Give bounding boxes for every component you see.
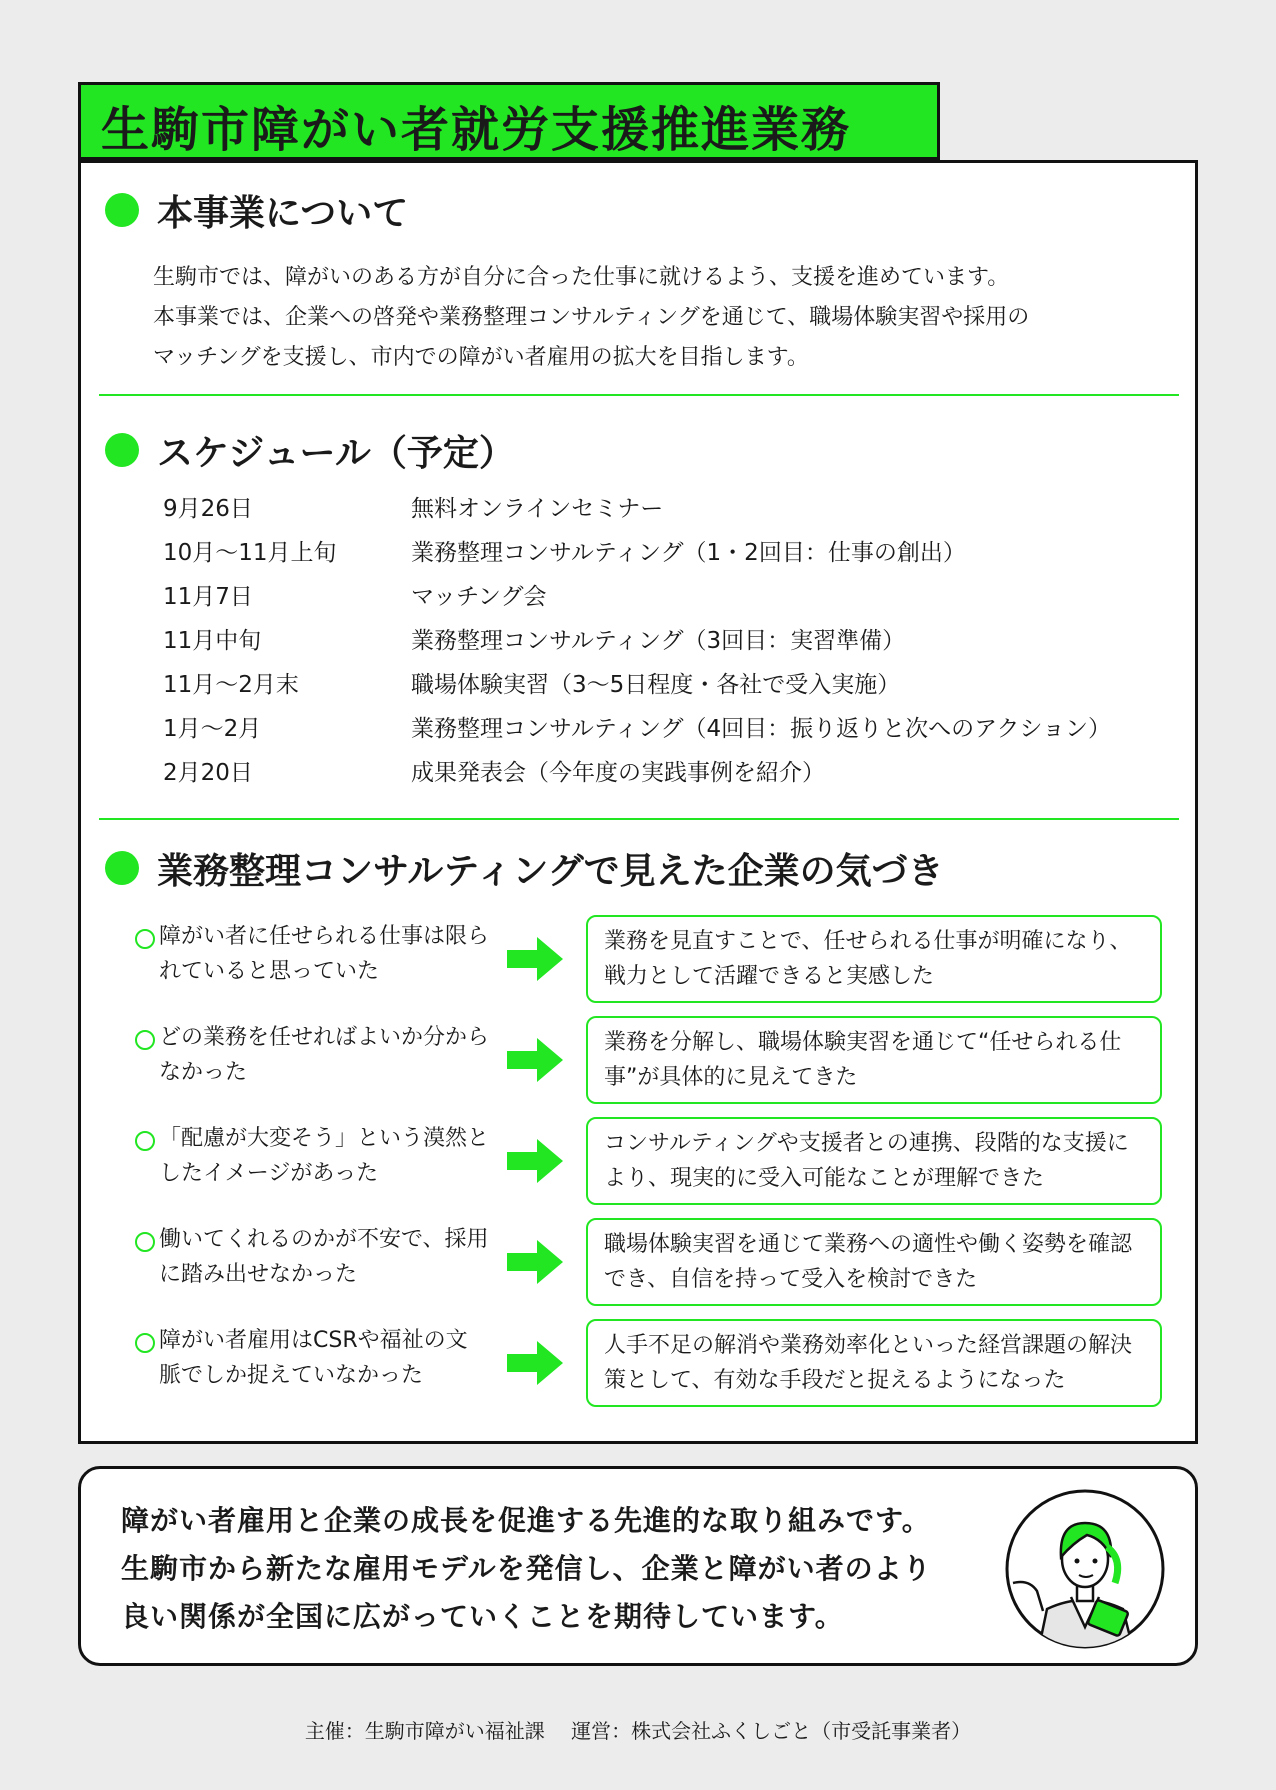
- insight-after: コンサルティングや支援者との連携、段階的な支援により、現実的に受入可能なことが理解できた: [586, 1117, 1162, 1205]
- schedule-date: 10月～11月上旬: [163, 540, 337, 566]
- message-text: [121, 1497, 991, 1641]
- insight-after: 業務を見直すことで、任せられる仕事が明確になり、戦力として活躍できると実感した: [586, 915, 1162, 1003]
- circle-bullet-icon: [135, 929, 155, 949]
- schedule-date: 9月26日: [163, 496, 253, 522]
- schedule-row: [163, 666, 1063, 710]
- title-banner: [78, 82, 940, 160]
- insight-row: [81, 1117, 1201, 1209]
- schedule-row: [163, 622, 1063, 666]
- insight-after: 職場体験実習を通じて業務への適性や働く姿勢を確認でき、自信を持って受入を検討できた: [586, 1218, 1162, 1306]
- about-heading: 本事業について: [157, 193, 409, 234]
- schedule-date: 11月～2月末: [163, 672, 299, 698]
- right-arrow-icon: [507, 937, 563, 981]
- message-card: [78, 1466, 1198, 1666]
- circle-bullet-icon: [135, 1131, 155, 1151]
- green-dot-icon: [105, 193, 139, 227]
- insight-before: 働いてくれるのかが不安で、採用に踏み出せなかった: [159, 1227, 489, 1287]
- circle-bullet-icon: [135, 1333, 155, 1353]
- section-divider: [99, 394, 1179, 396]
- insight-after: 人手不足の解消や業務効率化といった経営課題の解決策として、有効な手段だと捉えるようになった: [586, 1319, 1162, 1407]
- page-title: 生駒市障がい者就労支援推進業務: [101, 102, 852, 158]
- schedule-heading: スケジュール（予定）: [157, 433, 515, 474]
- insight-before: 障がい者雇用はCSRや福祉の文脈でしか捉えていなかった: [159, 1328, 468, 1388]
- green-dot-icon: [105, 851, 139, 885]
- schedule-row: [163, 710, 1112, 754]
- insight-row: [81, 1319, 1201, 1411]
- about-line: マッチングを支援し、市内での障がい者雇用の拡大を目指します。: [153, 345, 809, 370]
- circle-bullet-icon: [135, 1030, 155, 1050]
- schedule-event: 無料オンラインセミナー: [411, 496, 664, 522]
- insight-before: 「配慮が大変そう」という漠然としたイメージがあった: [159, 1126, 490, 1186]
- schedule-row: [163, 490, 1063, 534]
- right-arrow-icon: [507, 1341, 563, 1385]
- schedule-date: 2月20日: [163, 760, 253, 786]
- schedule-event: 成果発表会（今年度の実践事例を紹介）: [411, 760, 825, 786]
- insight-before: どの業務を任せればよいか分からなかった: [159, 1025, 490, 1085]
- footer-credit: 主催：生駒市障がい福祉課 運営：株式会社ふくしごと（市受託事業者）: [304, 1719, 972, 1743]
- green-dot-icon: [105, 433, 139, 467]
- schedule-list: [163, 490, 1112, 798]
- insights-heading: 業務整理コンサルティングで見えた企業の気づき: [157, 851, 944, 892]
- insight-row: [81, 915, 1201, 1007]
- schedule-row: [163, 578, 1063, 622]
- schedule-event: 職場体験実習（3～5日程度・各社で受入実施）: [411, 672, 901, 698]
- message-line: 障がい者雇用と企業の成長を促進する先進的な取り組みです。: [121, 1504, 931, 1537]
- schedule-row: [163, 534, 1063, 578]
- schedule-event: 業務整理コンサルティング（4回目：振り返りと次へのアクション）: [411, 716, 1112, 742]
- schedule-date: 11月中旬: [163, 628, 262, 654]
- insight-before: 障がい者に任せられる仕事は限られていると思っていた: [159, 924, 490, 984]
- schedule-date: 1月～2月: [163, 716, 262, 742]
- message-line: 良い関係が全国に広がっていくことを期待しています。: [121, 1600, 844, 1633]
- about-paragraph: [153, 258, 1163, 378]
- schedule-event: マッチング会: [411, 584, 547, 610]
- schedule-row: [163, 754, 1063, 798]
- woman-presenter-illustration: [1003, 1487, 1167, 1651]
- main-card: [78, 160, 1198, 1444]
- insight-row: [81, 1016, 1201, 1108]
- section-divider: [99, 818, 1179, 820]
- insight-after: 業務を分解し、職場体験実習を通じて“任せられる仕事”が具体的に見えてきた: [586, 1016, 1162, 1104]
- schedule-event: 業務整理コンサルティング（1・2回目：仕事の創出）: [411, 540, 966, 566]
- schedule-date: 11月7日: [163, 584, 253, 610]
- about-line: 生駒市では、障がいのある方が自分に合った仕事に就けるよう、支援を進めています。: [153, 265, 1010, 290]
- right-arrow-icon: [507, 1240, 563, 1284]
- insight-row: [81, 1218, 1201, 1310]
- message-line: 生駒市から新たな雇用モデルを発信し、企業と障がい者のより: [121, 1552, 932, 1585]
- right-arrow-icon: [507, 1139, 563, 1183]
- circle-bullet-icon: [135, 1232, 155, 1252]
- schedule-event: 業務整理コンサルティング（3回目：実習準備）: [411, 628, 906, 654]
- right-arrow-icon: [507, 1038, 563, 1082]
- about-line: 本事業では、企業への啓発や業務整理コンサルティングを通じて、職場体験実習や採用の: [153, 305, 1030, 330]
